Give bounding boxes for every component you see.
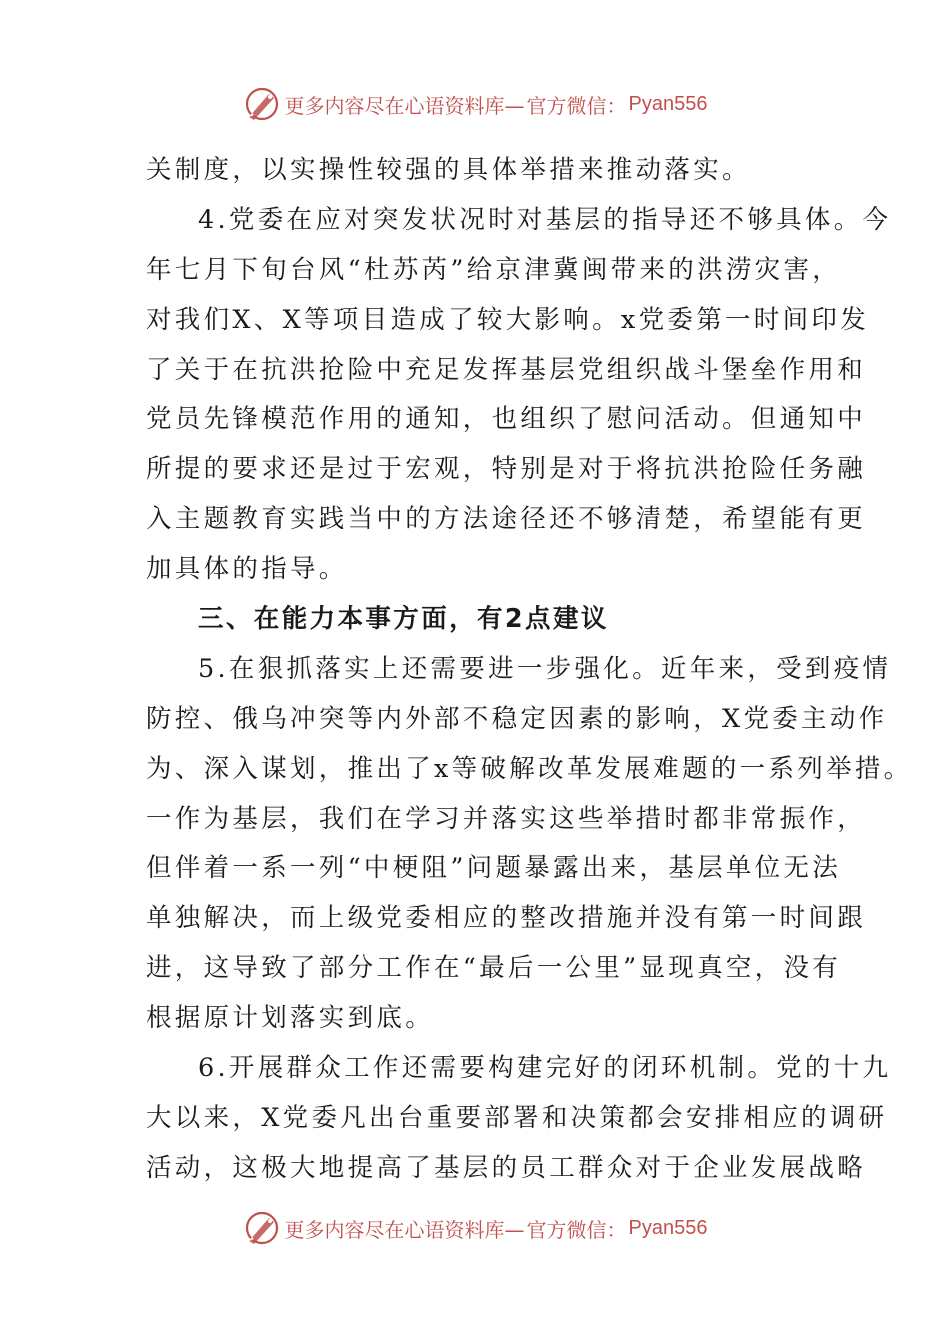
watermark-wechat-id: Pyan556 (628, 92, 708, 115)
document-body (146, 146, 913, 1194)
watermark-site-text: 更多内容尽在心语资料库— (284, 1217, 525, 1242)
text-line: 根据原计划落实到底。 (146, 1003, 435, 1034)
text-line: 加具体的指导。 (146, 554, 348, 585)
header-watermark (0, 82, 950, 126)
text-line: 进，这导致了部分工作在“最后一公里”显现真空，没有 (146, 953, 842, 984)
text-line: 但伴着一系一列“中梗阻”问题暴露出来，基层单位无法 (146, 853, 842, 884)
text-line: 了关于在抗洪抢险中充足发挥基层党组织战斗堡垒作用和 (146, 354, 867, 385)
footer-watermark (0, 1206, 950, 1250)
text-line: 党员先锋模范作用的通知，也组织了慰问活动。但通知中 (146, 404, 867, 435)
text-line: 大以来，X党委凡出台重要部署和决策都会安排相应的调研 (146, 1102, 888, 1133)
paragraph-6-start: 6.开展群众工作还需要构建完好的闭环机制。党的十九 (198, 1053, 892, 1084)
text-line: 为、深入谋划，推出了x等破解改革发展难题的一系列举措。 (146, 753, 913, 784)
watermark-wechat-label: 官方微信： (526, 1217, 627, 1242)
paragraph-5-start: 5.在狠抓落实上还需要进一步强化。近年来，受到疫情 (198, 653, 892, 684)
text-line: 关制度，以实操性较强的具体举措来推动落实。 (146, 155, 751, 185)
text-line: 对我们X、X等项目造成了较大影响。x党委第一时间印发 (146, 304, 869, 335)
section-heading: 三、在能力本事方面，有2点建议 (198, 604, 609, 635)
paragraph-4-start: 4.党委在应对突发状况时对基层的指导还不够具体。今 (198, 204, 892, 235)
text-line: 活动，这极大地提高了基层的员工群众对于企业发展战略 (146, 1152, 867, 1183)
watermark-site-text: 更多内容尽在心语资料库— (284, 93, 525, 118)
pen-nib-logo-icon (243, 85, 281, 123)
pen-nib-logo-icon (243, 1209, 281, 1247)
watermark-wechat-label: 官方微信： (526, 93, 627, 118)
text-line: 所提的要求还是过于宏观，特别是对于将抗洪抢险任务融 (146, 454, 867, 485)
text-line: 入主题教育实践当中的方法途径还不够清楚，希望能有更 (146, 504, 867, 535)
watermark-wechat-id: Pyan556 (628, 1216, 708, 1239)
text-line: 一作为基层，我们在学习并落实这些举措时都非常振作， (146, 803, 867, 834)
text-line: 单独解决，而上级党委相应的整改措施并没有第一时间跟 (146, 903, 867, 934)
text-line: 年七月下旬台风“杜苏芮”给京津冀闽带来的洪涝灾害， (146, 254, 842, 285)
text-line: 防控、俄乌冲突等内外部不稳定因素的影响，X党委主动作 (146, 703, 888, 734)
